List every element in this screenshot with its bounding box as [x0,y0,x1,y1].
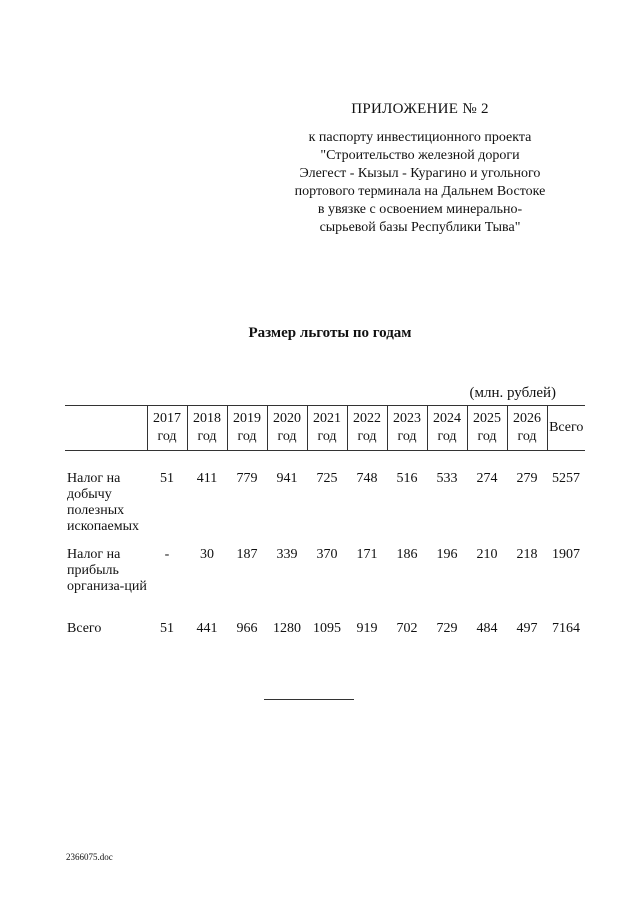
year-number: 2026 [513,411,541,426]
value-cell: 533 [436,471,458,486]
year-word: год [437,429,457,444]
header-year-cell [227,406,267,451]
value-cell: 497 [516,621,538,636]
year-word: год [477,429,497,444]
year-word: год [157,429,177,444]
value-cell: 218 [516,547,538,562]
year-word: год [357,429,377,444]
table-header-row [65,406,585,451]
year-number: 2024 [433,411,461,426]
value-cell: 1280 [273,621,301,636]
value-cell: 171 [356,547,378,562]
value-cell: 725 [316,471,338,486]
value-cell: 30 [200,547,214,562]
value-cell: - [164,547,170,562]
year-number: 2021 [313,411,341,426]
header-year-cell [267,406,307,451]
value-cell: 441 [196,621,218,636]
table-row [65,547,585,607]
year-word: год [277,429,297,444]
year-number: 2025 [473,411,501,426]
year-word: год [197,429,217,444]
value-cell: 186 [396,547,418,562]
value-cell: 370 [316,547,338,562]
year-number: 2017 [153,411,181,426]
header-year-cell [347,406,387,451]
appendix-line: в увязке с освоением минерально- [317,202,523,217]
year-word: год [397,429,417,444]
appendix-header [250,100,590,237]
total-cell: 1907 [552,547,580,562]
value-cell: 274 [476,471,498,486]
benefit-table [65,405,585,637]
total-cell: 5257 [552,471,580,486]
header-year-cell [507,406,547,451]
value-cell: 279 [516,471,538,486]
value-cell: 210 [476,547,498,562]
value-cell: 966 [236,621,258,636]
year-number: 2020 [273,411,301,426]
row-label: Всего [67,621,102,636]
header-year-cell [387,406,427,451]
year-number: 2022 [353,411,381,426]
year-number: 2023 [393,411,421,426]
value-cell: 1095 [313,621,341,636]
header-total-cell: Всего [547,406,585,451]
appendix-line: "Строительство железной дороги [320,148,520,163]
document-reference: 2366075.doc [66,852,113,862]
row-label: Налог на прибыль организа-ций [67,547,147,594]
value-cell: 702 [396,621,418,636]
appendix-line: сырьевой базы Республики Тыва" [319,220,521,235]
value-cell: 51 [160,621,174,636]
unit-note: (млн. рублей) [469,385,556,401]
value-cell: 339 [276,547,298,562]
table-heading: Размер льготы по годам [248,325,412,341]
appendix-line: к паспорту инвестиционного проекта [308,130,532,145]
value-cell: 411 [196,471,218,486]
year-number: 2018 [193,411,221,426]
value-cell: 51 [160,471,174,486]
header-year-cell [187,406,227,451]
header-corner-cell [65,406,147,451]
total-cell: 7164 [552,621,580,636]
header-year-cell [467,406,507,451]
appendix-line: портового терминала на Дальнем Востоке [294,184,546,199]
value-cell: 484 [476,621,498,636]
value-cell: 748 [356,471,378,486]
header-year-cell [307,406,347,451]
header-year-cell [147,406,187,451]
value-cell: 941 [276,471,298,486]
header-year-cell [427,406,467,451]
table-row-total [65,607,585,637]
year-word: год [517,429,537,444]
appendix-line: Элегест - Кызыл - Курагино и угольного [299,166,541,181]
year-number: 2019 [233,411,261,426]
footer-divider [264,699,354,700]
row-label: Налог на добычу полезных ископаемых [67,471,139,534]
value-cell: 919 [356,621,378,636]
value-cell: 187 [236,547,258,562]
value-cell: 516 [396,471,418,486]
value-cell: 729 [436,621,458,636]
year-word: год [317,429,337,444]
value-cell: 779 [236,471,258,486]
table-row [65,451,585,548]
value-cell: 196 [436,547,458,562]
benefit-table-wrap [65,405,585,637]
appendix-title: ПРИЛОЖЕНИЕ № 2 [351,101,489,117]
year-word: год [237,429,257,444]
